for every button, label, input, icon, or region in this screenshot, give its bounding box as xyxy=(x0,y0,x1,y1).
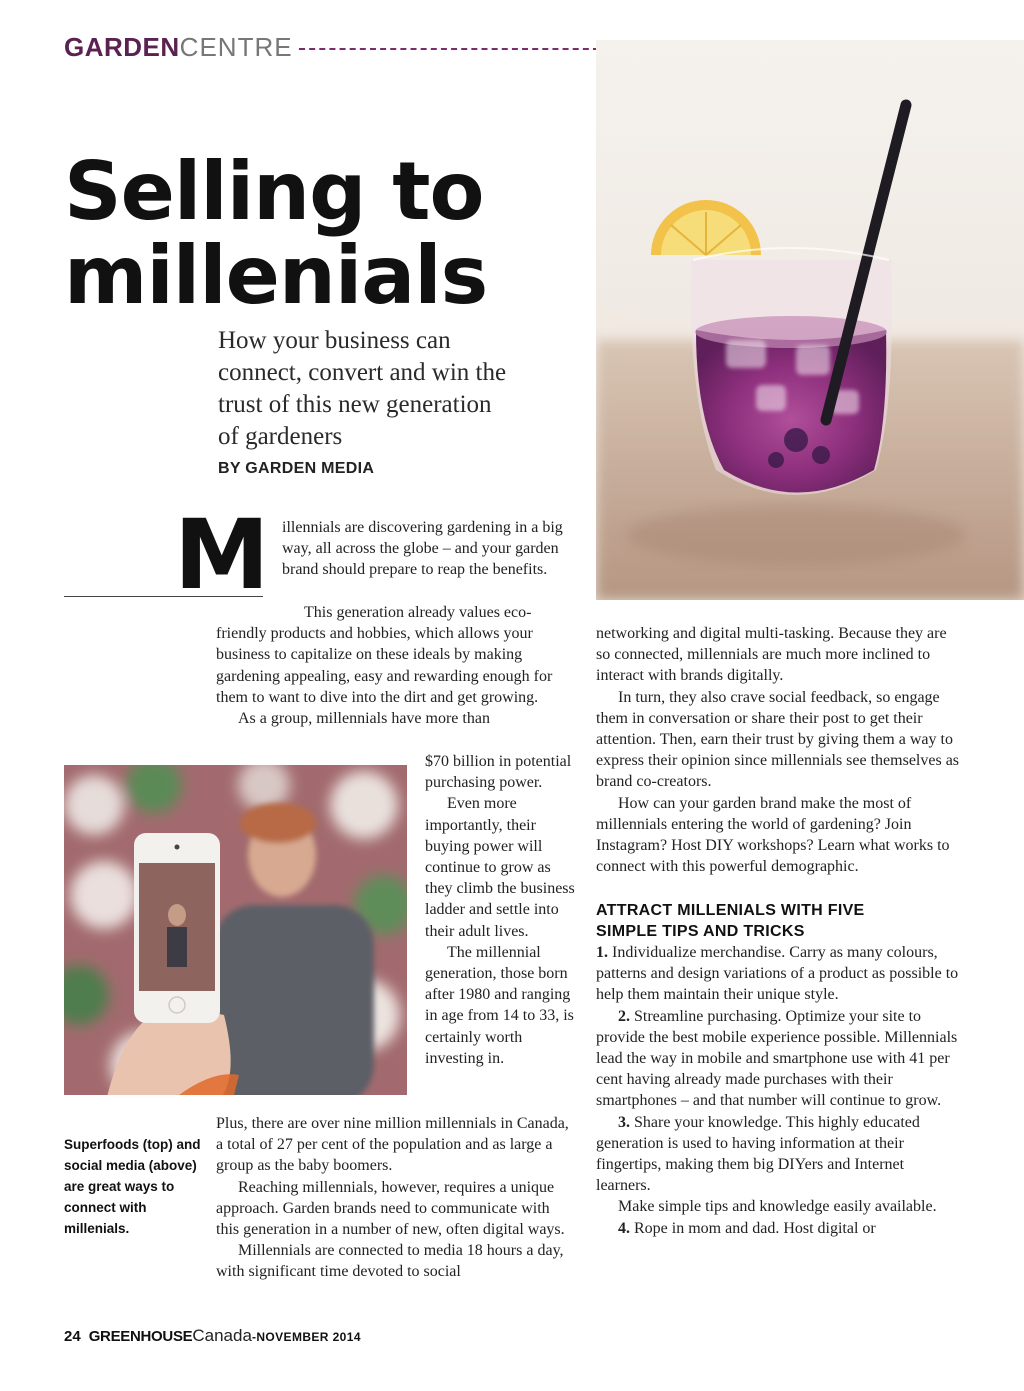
article-title xyxy=(64,145,584,322)
tip-3-extra: Make simple tips and knowledge easily available. xyxy=(618,1198,937,1216)
tips-heading: ATTRACT MILLENIALS WITH FIVE SIMPLE TIPS AND TRICKS xyxy=(596,902,865,940)
column-2-top xyxy=(596,623,961,877)
section-name-strong: GARDEN xyxy=(64,32,180,62)
tip-4-number: 4. xyxy=(618,1219,630,1237)
lead-text: illennials are discovering gardening in a big way, all across the globe – and your garden brand should prepare to reap the benefits. xyxy=(282,519,563,579)
column-1-bottom xyxy=(216,1113,571,1283)
tip-1-number: 1. xyxy=(596,944,608,961)
column-1-top xyxy=(216,602,576,729)
lead-paragraph xyxy=(282,517,572,581)
page-footer xyxy=(64,1326,361,1346)
tip-3 xyxy=(596,1112,961,1197)
section-name-light: CENTRE xyxy=(179,32,293,62)
paragraph-connected: Millennials are connected to media 18 hours a day, with significant time devoted to social xyxy=(216,1242,564,1281)
tip-4 xyxy=(596,1218,961,1239)
paragraph-feedback: In turn, they also crave social feedback, so engage them in conversation or share their post to get their attention. Then, earn their trust by giving them a way to express their opinion since millennials see themselves as brand co-creators. xyxy=(596,688,960,791)
tip-3-text: Share your knowledge. This highly educated generation is used to having information at their fingertips, making them big DIYers and Internet learners. xyxy=(596,1113,920,1195)
paragraph-canada: Plus, there are over nine million millennials in Canada, a total of 27 per cent of the population and as large a group as the baby boomers. xyxy=(216,1115,569,1175)
paragraph-buying-power: Even more importantly, their buying power will continue to grow as they climb the business ladder and settle into their adult lives. xyxy=(425,795,575,940)
tip-1 xyxy=(596,942,961,1006)
issue-date: -NOVEMBER 2014 xyxy=(251,1330,361,1344)
article-deck: How your business can connect, convert and win the trust of this new generation of gardeners xyxy=(218,327,507,450)
tip-4-text: Rope in mom and dad. Host digital or xyxy=(634,1219,876,1237)
paragraph-generation: The millennial generation, those born after 1980 and ranging in age from 14 to 33, is certainly worth investing in. xyxy=(425,943,574,1067)
tip-2-text: Streamline purchasing. Optimize your site to provide the best mobile experience possible. Millennials lead the way in mobile and smartphone use with 41 per cent having already made purchases with their smartphones – and that number will continue to grow. xyxy=(596,1007,958,1110)
tips-list xyxy=(596,942,961,1239)
tip-2-number: 2. xyxy=(618,1007,630,1025)
title-line-1: Selling to xyxy=(64,145,484,238)
page-number: 24 xyxy=(64,1328,81,1345)
tip-1-text: Individualize merchandise. Carry as many colours, patterns and design variations of a product as possible to help them maintain their unique style. xyxy=(596,944,959,1004)
section-header xyxy=(64,32,599,66)
paragraph-purchasing-power: $70 billion in potential purchasing power. xyxy=(425,753,572,792)
drop-cap: M xyxy=(174,499,270,611)
header-dashed-rule xyxy=(299,48,599,50)
paragraph-how: How can your garden brand make the most of millennials entering the world of gardening? Join Instagram? Host DIY workshops? Learn what works to connect with this powerful demographic. xyxy=(596,794,950,876)
magazine-name-bold: GREENHOUSE xyxy=(88,1328,193,1345)
paragraph-networking: networking and digital multi-tasking. Because they are so connected, millennials are much more inclined to interact with brands digitally. xyxy=(596,625,947,685)
paragraph-group-start: As a group, millennials have more than xyxy=(238,710,490,728)
tip-3-number: 3. xyxy=(618,1113,630,1131)
magazine-name-light: Canada xyxy=(192,1326,252,1345)
phone-photo xyxy=(64,765,407,1095)
drop-cap-rule xyxy=(64,596,263,597)
paragraph-reaching: Reaching millennials, however, requires a unique approach. Garden brands need to communicate with this generation in a number of new, often digital ways. xyxy=(216,1178,565,1239)
photo-caption: Superfoods (top) and social media (above) are great ways to connect with millenials. xyxy=(64,1137,201,1236)
tip-2 xyxy=(596,1006,961,1112)
title-line-2: millenials xyxy=(64,229,488,322)
column-1-narrow xyxy=(425,751,580,1069)
byline: BY GARDEN MEDIA xyxy=(218,460,375,477)
drink-photo xyxy=(596,40,1024,600)
paragraph-eco: This generation already values eco-friendly products and hobbies, which allows your business to capitalize on these ideals by making gardening appealing, easy and rewarding enough for them to want to dive into the dirt and get growing. xyxy=(216,604,553,706)
